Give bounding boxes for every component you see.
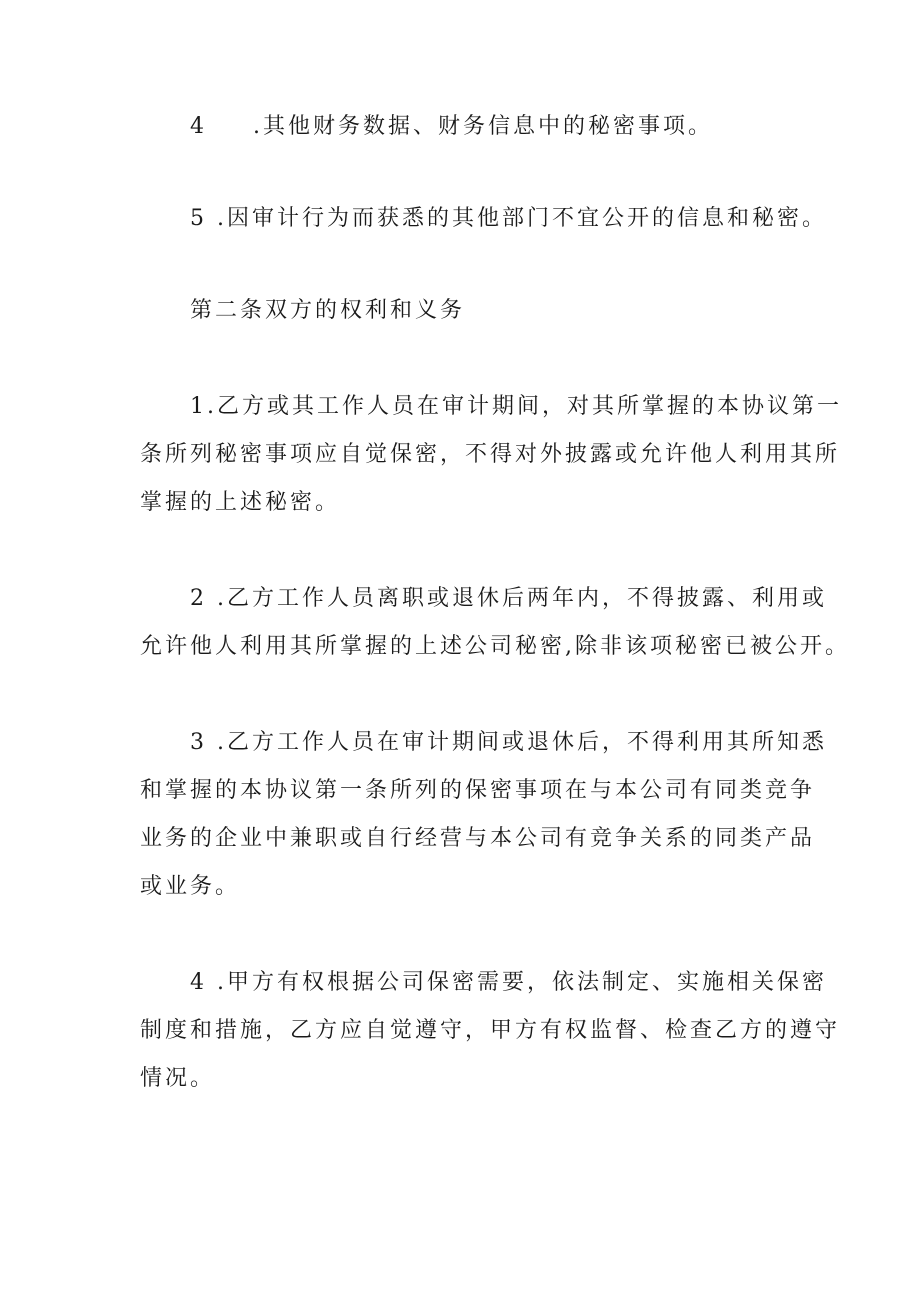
clause-3-line-1: 3 .乙方工作人员在审计期间或退休后，不得利用其所知悉 xyxy=(190,730,827,755)
clause-1-line-1: 1.乙方或其工作人员在审计期间，对其所掌握的本协议第一 xyxy=(190,394,842,419)
item-4-number: 4 xyxy=(190,114,207,139)
item-4-text: .其他财务数据、财务信息中的秘密事项。 xyxy=(253,114,713,139)
clause-1-line-3: 掌握的上述秘密。 xyxy=(140,490,341,515)
clause-3-line-3: 业务的企业中兼职或自行经营与本公司有竞争关系的同类产品 xyxy=(140,826,816,851)
clause-4-line-1: 4 .甲方有权根据公司保密需要，依法制定、实施相关保密 xyxy=(190,970,827,995)
clause-3-line-4: 或业务。 xyxy=(140,874,241,899)
clause-4-line-2: 制度和措施，乙方应自觉遵守，甲方有权监督、检查乙方的遵守 xyxy=(140,1018,841,1043)
clause-2-line-1: 2 .乙方工作人员离职或退休后两年内，不得披露、利用或 xyxy=(190,586,827,611)
clause-1-line-2: 条所列秘密事项应自觉保密，不得对外披露或允许他人利用其所 xyxy=(140,442,841,467)
item-5: 5 .因审计行为而获悉的其他部门不宜公开的信息和秘密。 xyxy=(190,206,827,231)
clause-2-line-2: 允许他人利用其所掌握的上述公司秘密,除非该项秘密已被公开。 xyxy=(140,634,850,659)
item-4 xyxy=(190,112,840,142)
clause-3-line-2: 和掌握的本协议第一条所列的保密事项在与本公司有同类竞争 xyxy=(140,778,816,803)
section-heading: 第二条双方的权利和义务 xyxy=(190,298,466,323)
clause-4-line-3: 情况。 xyxy=(140,1066,216,1091)
